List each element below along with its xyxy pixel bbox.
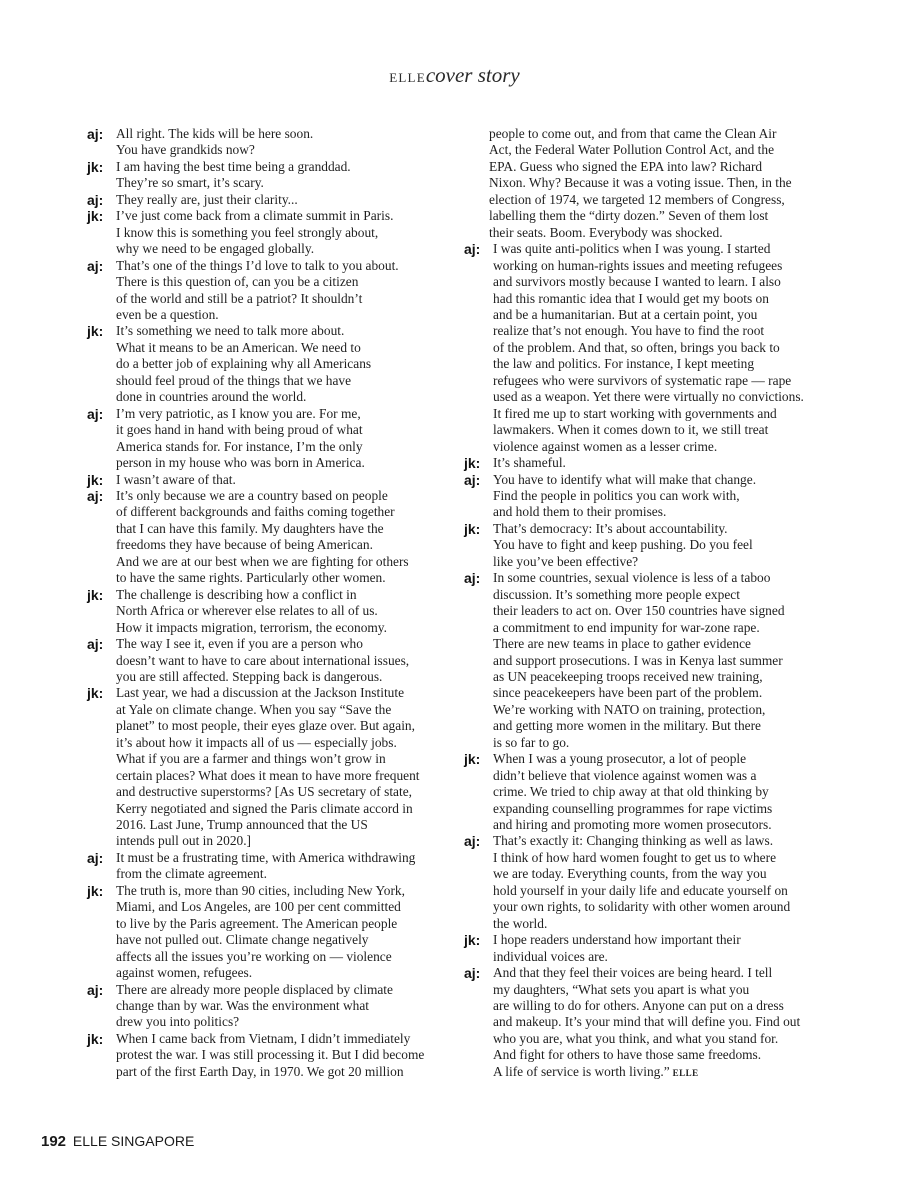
interview-exchange — [464, 833, 826, 932]
interview-exchange — [464, 965, 826, 1081]
speaker-text: In some countries, sexual violence is less of a taboo discussion. It’s something more people expect their leaders to act on. Over 150 countries have signed a commitment to end impunity for war-zone rape. There are new teams in place to gather evidence and support prosecutions. I was in Kenya last summer as UN peacekeeping troops received new training, since peacekeepers have been part of the problem. We’re working with NATO on training, protection, and getting more women in the military. But there is so far to go. — [493, 570, 785, 750]
speaker-label: aj: — [87, 849, 104, 866]
speaker-text: All right. The kids will be here soon. You have grandkids now? — [116, 126, 314, 158]
speaker-label: aj: — [87, 257, 104, 274]
magazine-brand: ELLE — [389, 70, 426, 85]
interview-exchange — [87, 850, 439, 883]
end-mark-logo: ELLE — [672, 1067, 699, 1078]
interview-exchange — [464, 751, 826, 833]
speaker-label: jk: — [87, 208, 104, 225]
speaker-text: It must be a frustrating time, with America withdrawing from the climate agreement. — [116, 849, 416, 882]
speaker-text: That’s one of the things I’d love to talk to you about. There is this question of, can you be a citizen of the world and still be a patriot? It shouldn’t even be a question. — [116, 257, 399, 322]
section-header — [0, 63, 909, 88]
speaker-label: jk: — [87, 471, 104, 488]
speaker-label: jk: — [464, 520, 481, 537]
interview-exchange — [87, 636, 439, 685]
interview-exchange — [464, 570, 826, 751]
speaker-label: aj: — [464, 965, 481, 982]
speaker-label: jk: — [87, 323, 104, 340]
speaker-text: They really are, just their clarity... — [116, 191, 298, 207]
speaker-text: And that they feel their voices are being heard. I tell my daughters, “What sets you apart is what you are willing to do for others. Anyone can put on a dress and makeup. It’s your mind that will define you. Find out who you are, what you think, and what you stand for. And fight for others to have those same freedoms. A life of service is worth living.” — [493, 965, 801, 1079]
continued-answer — [464, 126, 826, 241]
speaker-label: aj: — [464, 241, 481, 258]
speaker-text: I wasn’t aware of that. — [116, 471, 236, 487]
speaker-label: aj: — [464, 833, 481, 850]
speaker-text: The truth is, more than 90 cities, including New York, Miami, and Los Angeles, are 100 per cent committed to live by the Paris agreement. The American people have not pulled out. Climate change negatively affects all the issues you’re working on — violence against women, refugees. — [116, 882, 405, 981]
interview-exchange — [87, 208, 439, 257]
speaker-label: jk: — [87, 158, 104, 175]
interview-exchange — [464, 472, 826, 521]
page-number: 192 — [41, 1133, 67, 1150]
interview-exchange — [87, 159, 439, 192]
interview-exchange — [464, 521, 826, 570]
speaker-text: That’s exactly it: Changing thinking as well as laws. I think of how hard women fought to get us to where we are today. Everything counts, from the way you hold yourself in your daily life and educate yourself on your own rights, to solidarity with other women around the world. — [493, 833, 791, 931]
interview-exchange — [87, 126, 439, 159]
speaker-label: aj: — [87, 126, 104, 142]
speaker-label: jk: — [87, 882, 104, 899]
speaker-text: I’ve just come back from a climate summit in Paris. I know this is something you feel strongly about, why we need to be engaged globally. — [116, 208, 394, 257]
speaker-text: I was quite anti-politics when I was young. I started working on human-rights issues and meeting refugees and survivors mostly because I wanted to learn. I also had this romantic idea that I would get my boots on and be a humanitarian. But at a certain point, you realize that’s not enough. You have to find the root of the problem. And that, so often, brings you back to the law and politics. For instance, I kept meeting refugees who were survivors of systematic rape — rape used as a weapon. Yet there were virtually no convictions. It fired me up to start working with governments and lawmakers. When it comes down to it, we still treat violence against women as a lesser crime. — [493, 241, 804, 454]
right-column — [464, 126, 826, 1081]
interview-exchange — [87, 587, 439, 636]
interview-exchange — [464, 455, 826, 471]
interview-exchange — [87, 472, 439, 488]
interview-exchange — [87, 982, 439, 1031]
speaker-label: aj: — [87, 191, 104, 208]
interview-exchange — [87, 192, 439, 208]
speaker-text: When I was a young prosecutor, a lot of people didn’t believe that violence against women was a crime. We tried to chip away at that old thinking by expanding counselling programmes for rape victims and hiring and promoting more women prosecutors. — [493, 751, 773, 833]
speaker-text: The challenge is describing how a conflict in North Africa or wherever else relates to all of us. How it impacts migration, terrorism, the economy. — [116, 586, 387, 635]
interview-exchange — [87, 323, 439, 405]
interview-exchange — [87, 488, 439, 587]
interview-exchange — [87, 1031, 439, 1080]
speaker-text: You have to identify what will make that change. Find the people in politics you can work with, and hold them to their promises. — [493, 471, 757, 520]
interview-exchange — [87, 685, 439, 850]
speaker-text: I’m very patriotic, as I know you are. For me, it goes hand in hand with being proud of what America stands for. For instance, I’m the only person in my house who was born in America. — [116, 405, 365, 471]
section-title: cover story — [425, 63, 520, 87]
speaker-text: It’s shameful. — [493, 455, 566, 471]
page-footer — [41, 1133, 194, 1150]
speaker-label: jk: — [464, 751, 481, 768]
speaker-label: aj: — [87, 636, 104, 653]
speaker-label: jk: — [464, 932, 481, 949]
speaker-text: The way I see it, even if you are a person who doesn’t want to have to care about international issues, you are still affected. Stepping back is dangerous. — [116, 636, 410, 684]
speaker-text: There are already more people displaced by climate change than by war. Was the environment what drew you into politics? — [116, 981, 393, 1030]
speaker-text: When I came back from Vietnam, I didn’t immediately protest the war. I was still processing it. But I did become part of the first Earth Day, in 1970. We got 20 million — [116, 1030, 425, 1079]
speaker-label: aj: — [87, 981, 104, 998]
speaker-label: aj: — [87, 405, 104, 422]
interview-exchange — [87, 406, 439, 472]
speaker-text: Last year, we had a discussion at the Jackson Institute at Yale on climate change. When you say “Save the planet” to most people, their eyes glaze over. But again, it’s about how it impacts all of us — especially jobs. What if you are a farmer and things won’t grow in certain places? What does it mean to have more frequent and destructive superstorms? [As US secretary of state, Kerry negotiated and signed the Paris climate accord in 2016. Last June, Trump announced that the US intends pull out in 2020.] — [116, 685, 420, 849]
speaker-label: aj: — [87, 487, 104, 504]
interview-exchange — [464, 932, 826, 965]
left-column — [87, 126, 439, 1080]
speaker-label: jk: — [87, 685, 104, 702]
interview-exchange — [464, 241, 826, 455]
speaker-text: It’s something we need to talk more about. What it means to be an American. We need to do a better job of explaining why all Americans should feel proud of the things that we have done in countries around the world. — [116, 323, 372, 405]
speaker-label: aj: — [464, 570, 481, 587]
interview-exchange — [87, 883, 439, 982]
speaker-label: jk: — [87, 586, 104, 603]
speaker-label: aj: — [464, 471, 481, 488]
continued-answer-text: people to come out, and from that came the Clean Air Act, the Federal Water Pollution Control Act, and the EPA. Guess who signed the EPA into law? Richard Nixon. Why? Because it was a voting issue. Then, in the election of 1974, we targeted 12 members of Congress, labelling them the “dirty dozen.” Seven of them lost their seats. Boom. Everybody was shocked. — [489, 126, 792, 240]
speaker-text: That’s democracy: It’s about accountability. You have to fight and keep pushing. Do you feel like you’ve been effective? — [493, 520, 753, 569]
publication-name: ELLE SINGAPORE — [72, 1133, 195, 1149]
speaker-text: I hope readers understand how important their individual voices are. — [493, 932, 741, 964]
interview-exchange — [87, 258, 439, 324]
speaker-text: I am having the best time being a granddad. They’re so smart, it’s scary. — [116, 158, 351, 191]
speaker-label: jk: — [87, 1030, 104, 1047]
speaker-text: It’s only because we are a country based on people of different backgrounds and faiths coming together that I can have this family. My daughters have the freedoms they have because of being American. And we are at our best when we are fighting for others to have the same rights. Particularly other women. — [116, 487, 409, 586]
speaker-label: jk: — [464, 455, 481, 472]
